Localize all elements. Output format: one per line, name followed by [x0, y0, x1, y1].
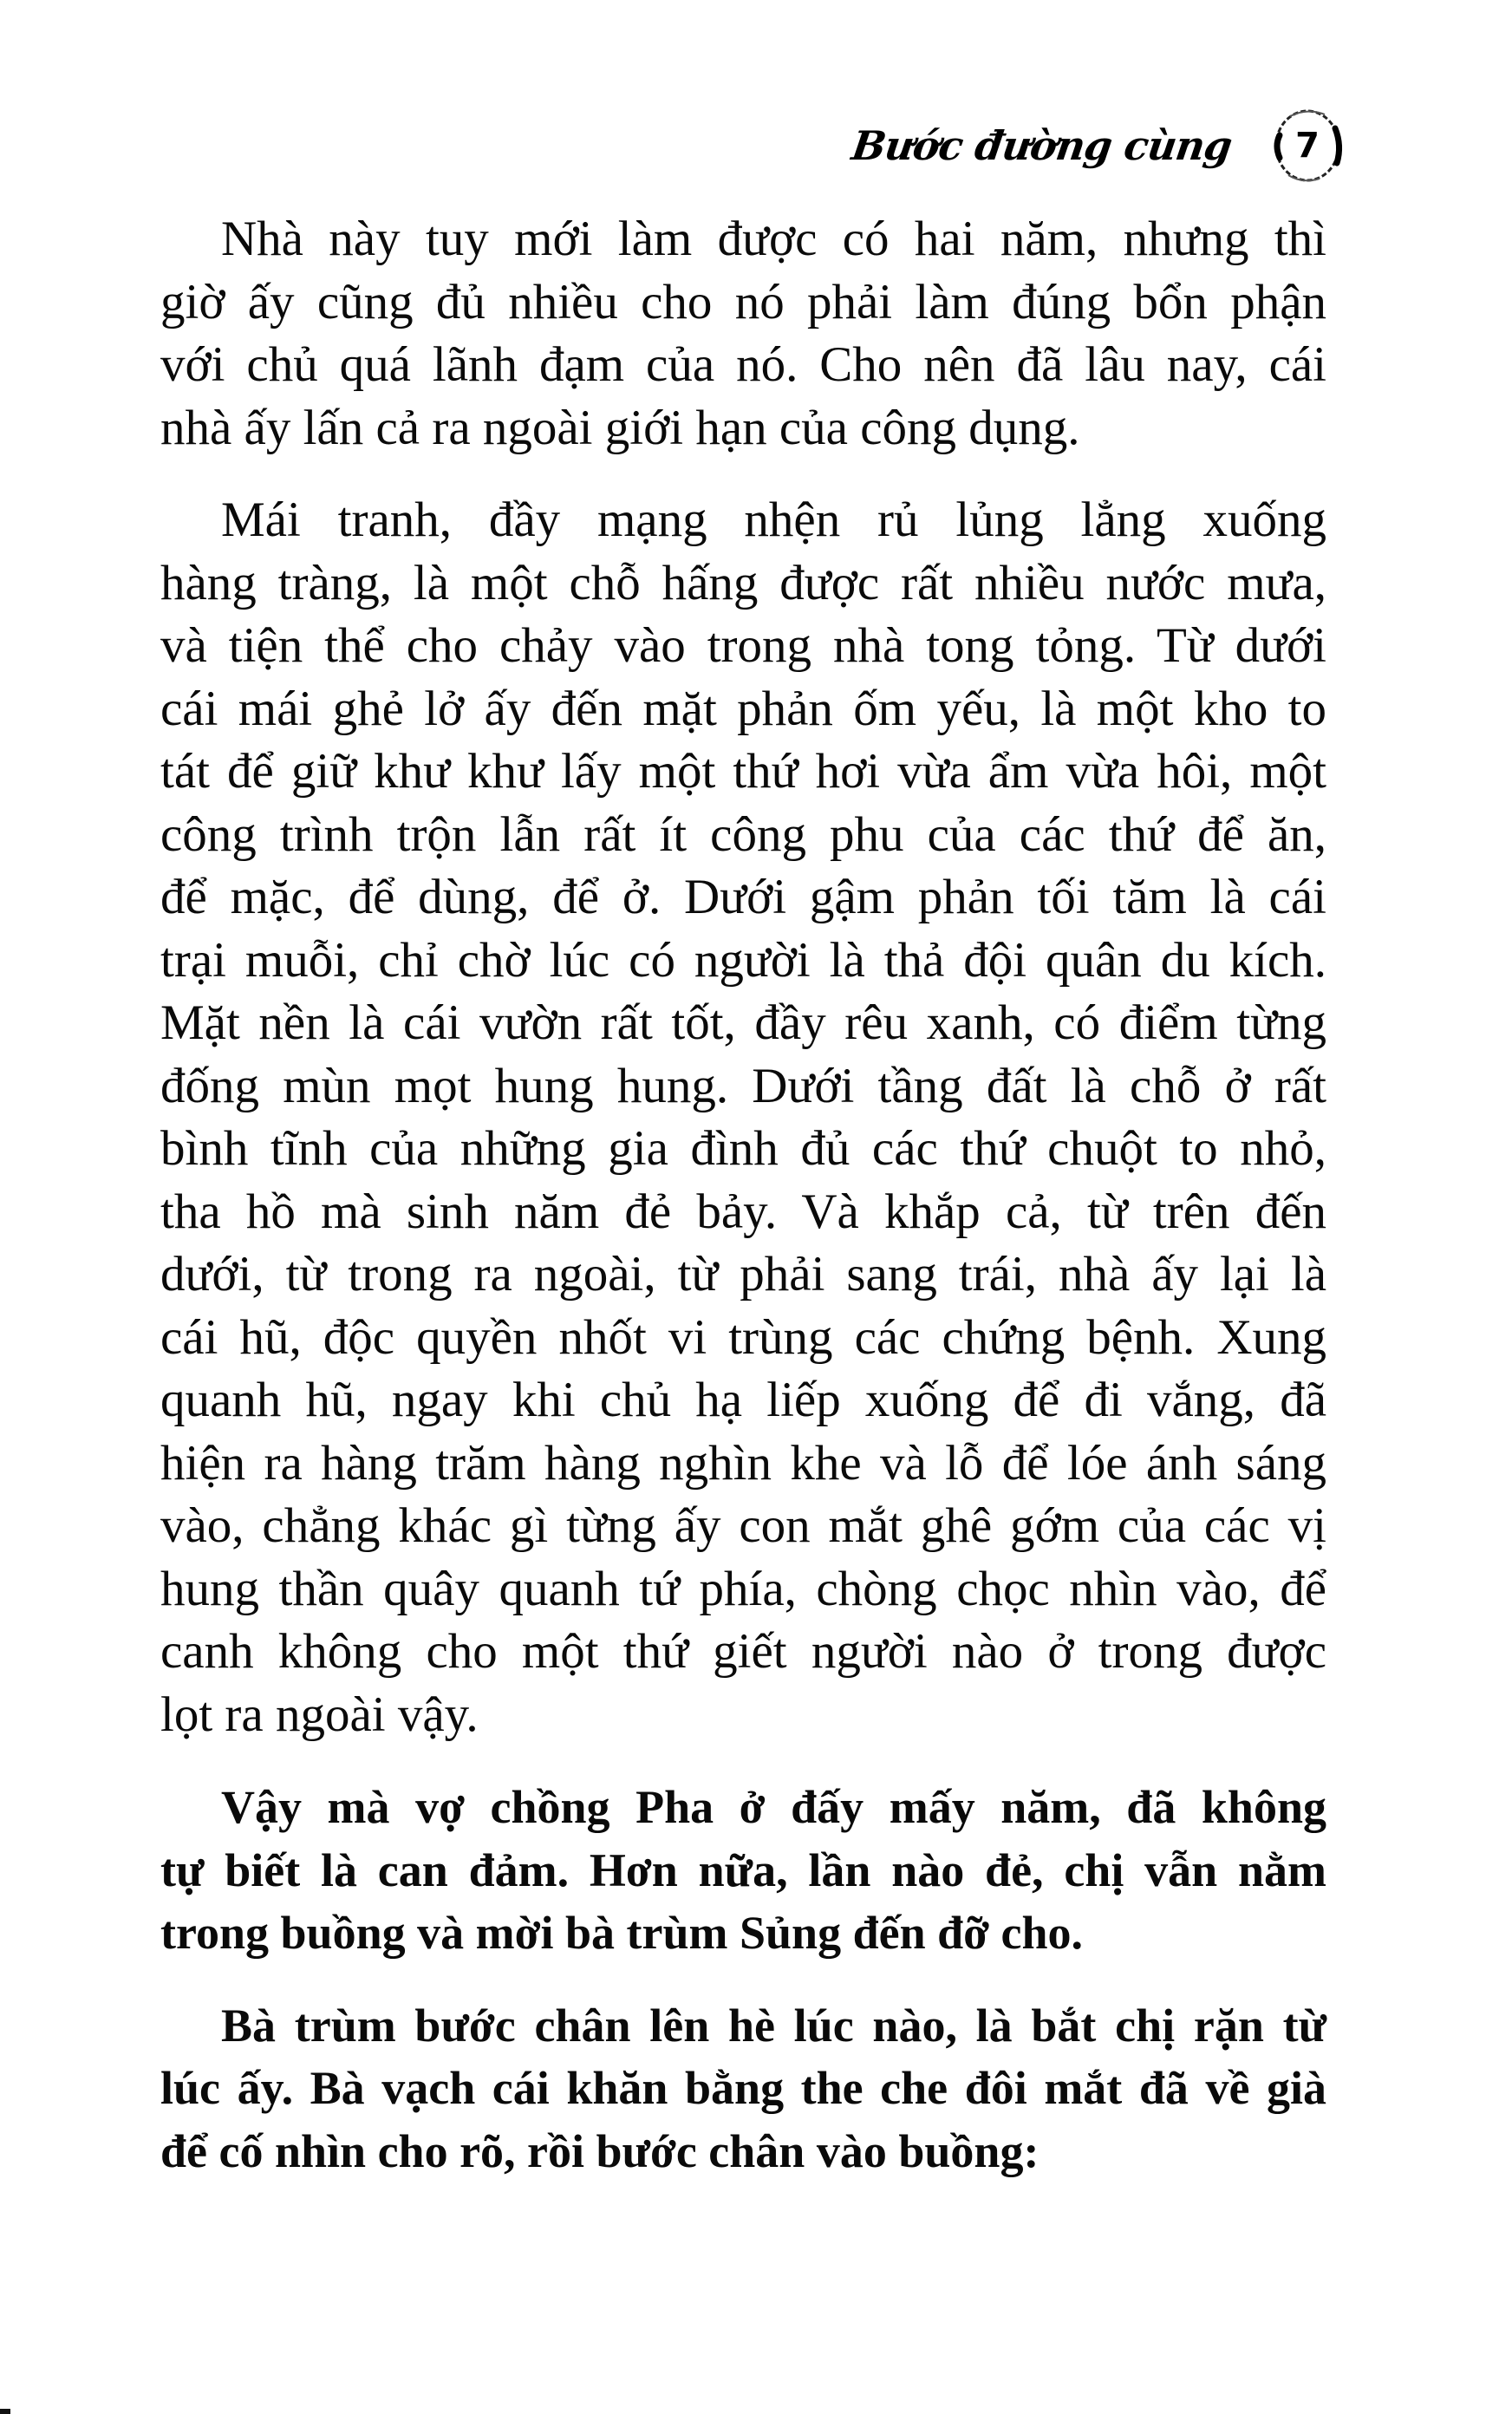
body-text: [160, 208, 1326, 2212]
text-line: hung thần quây quanh tứ phía, chòng chọc nhìn vào, để: [160, 1561, 1326, 1616]
text-line: và tiện thể cho chảy vào trong nhà tong tỏng. Từ dưới: [160, 618, 1326, 673]
text-line: tha hồ mà sinh năm đẻ bảy. Và khắp cả, từ trên đến: [160, 1184, 1326, 1239]
text-line: trong buồng và mời bà trùm Sủng đến đỡ cho.: [160, 1907, 1084, 1959]
scan-edge-mark: [0, 2409, 10, 2414]
page-number-badge: [1268, 102, 1347, 189]
text-line: Vậy mà vợ chồng Pha ở đấy mấy năm, đã không: [221, 1781, 1326, 1833]
text-line: đống mùn mọt hung hung. Dưới tầng đất là chỗ ở rất: [160, 1058, 1326, 1113]
text-line: vào, chẳng khác gì từng ấy con mắt ghê gớm của các vị: [160, 1498, 1326, 1553]
page-number: 7: [1295, 126, 1320, 166]
text-line: tự biết là can đảm. Hơn nữa, lần nào đẻ, chị vẫn nằm: [160, 1843, 1326, 1896]
text-line: Mái tranh, đầy mạng nhện rủ lủng lẳng xuống: [221, 493, 1326, 547]
text-line: để mặc, để dùng, để ở. Dưới gậm phản tối tăm là cái: [160, 870, 1326, 924]
text-line: tát để giữ khư khư lấy một thứ hơi vừa ẩm vừa hôi, một: [160, 744, 1326, 799]
text-line: hiện ra hàng trăm hàng nghìn khe và lỗ để lóe ánh sáng: [160, 1435, 1326, 1491]
text-line: để cố nhìn cho rõ, rồi bước chân vào buồng:: [160, 2124, 1040, 2177]
paragraph-4: [160, 1994, 1326, 2183]
paragraph-2: [160, 489, 1326, 1746]
text-line: Mặt nền là cái vườn rất tốt, đầy rêu xanh, có điểm từng: [160, 995, 1326, 1050]
text-line: trại muỗi, chỉ chờ lúc có người là thả đội quân du kích.: [160, 932, 1326, 988]
paragraph-1: [160, 208, 1326, 460]
text-line: bình tĩnh của những gia đình đủ các thứ chuột to nhỏ,: [160, 1121, 1326, 1176]
text-line: với chủ quá lãnh đạm của nó. Cho nên đã lâu nay, cái: [160, 337, 1326, 392]
text-line: quanh hũ, ngay khi chủ hạ liếp xuống để đi vắng, đã: [160, 1373, 1326, 1427]
text-line: Bà trùm bước chân lên hè lúc nào, là bắt chị rặn từ: [221, 1999, 1326, 2052]
text-line: Nhà này tuy mới làm được có hai năm, nhưng thì: [221, 212, 1326, 266]
text-line: canh không cho một thứ giết người nào ở trong được: [160, 1624, 1326, 1679]
text-line: lúc ấy. Bà vạch cái khăn bằng the che đôi mắt đã về già: [160, 2062, 1326, 2114]
text-line: lọt ra ngoài vậy.: [160, 1687, 479, 1742]
paragraph-3: [160, 1776, 1326, 1965]
text-line: công trình trộn lẫn rất ít công phu của các thứ để ăn,: [160, 806, 1326, 862]
text-line: cái hũ, độc quyền nhốt vi trùng các chứng bệnh. Xung: [160, 1309, 1326, 1365]
text-line: nhà ấy lấn cả ra ngoài giới hạn của công dụng.: [160, 400, 1080, 455]
running-title: Bước đường cùng: [849, 122, 1235, 169]
text-line: hàng tràng, là một chỗ hấng được rất nhiều nước mưa,: [160, 555, 1326, 610]
text-line: cái mái ghẻ lở ấy đến mặt phản ốm yếu, là một kho to: [160, 681, 1326, 736]
text-line: giờ ấy cũng đủ nhiều cho nó phải làm đúng bổn phận: [160, 274, 1326, 329]
text-line: dưới, từ trong ra ngoài, từ phải sang trái, nhà ấy lại là: [160, 1247, 1326, 1302]
running-header: [849, 102, 1347, 189]
